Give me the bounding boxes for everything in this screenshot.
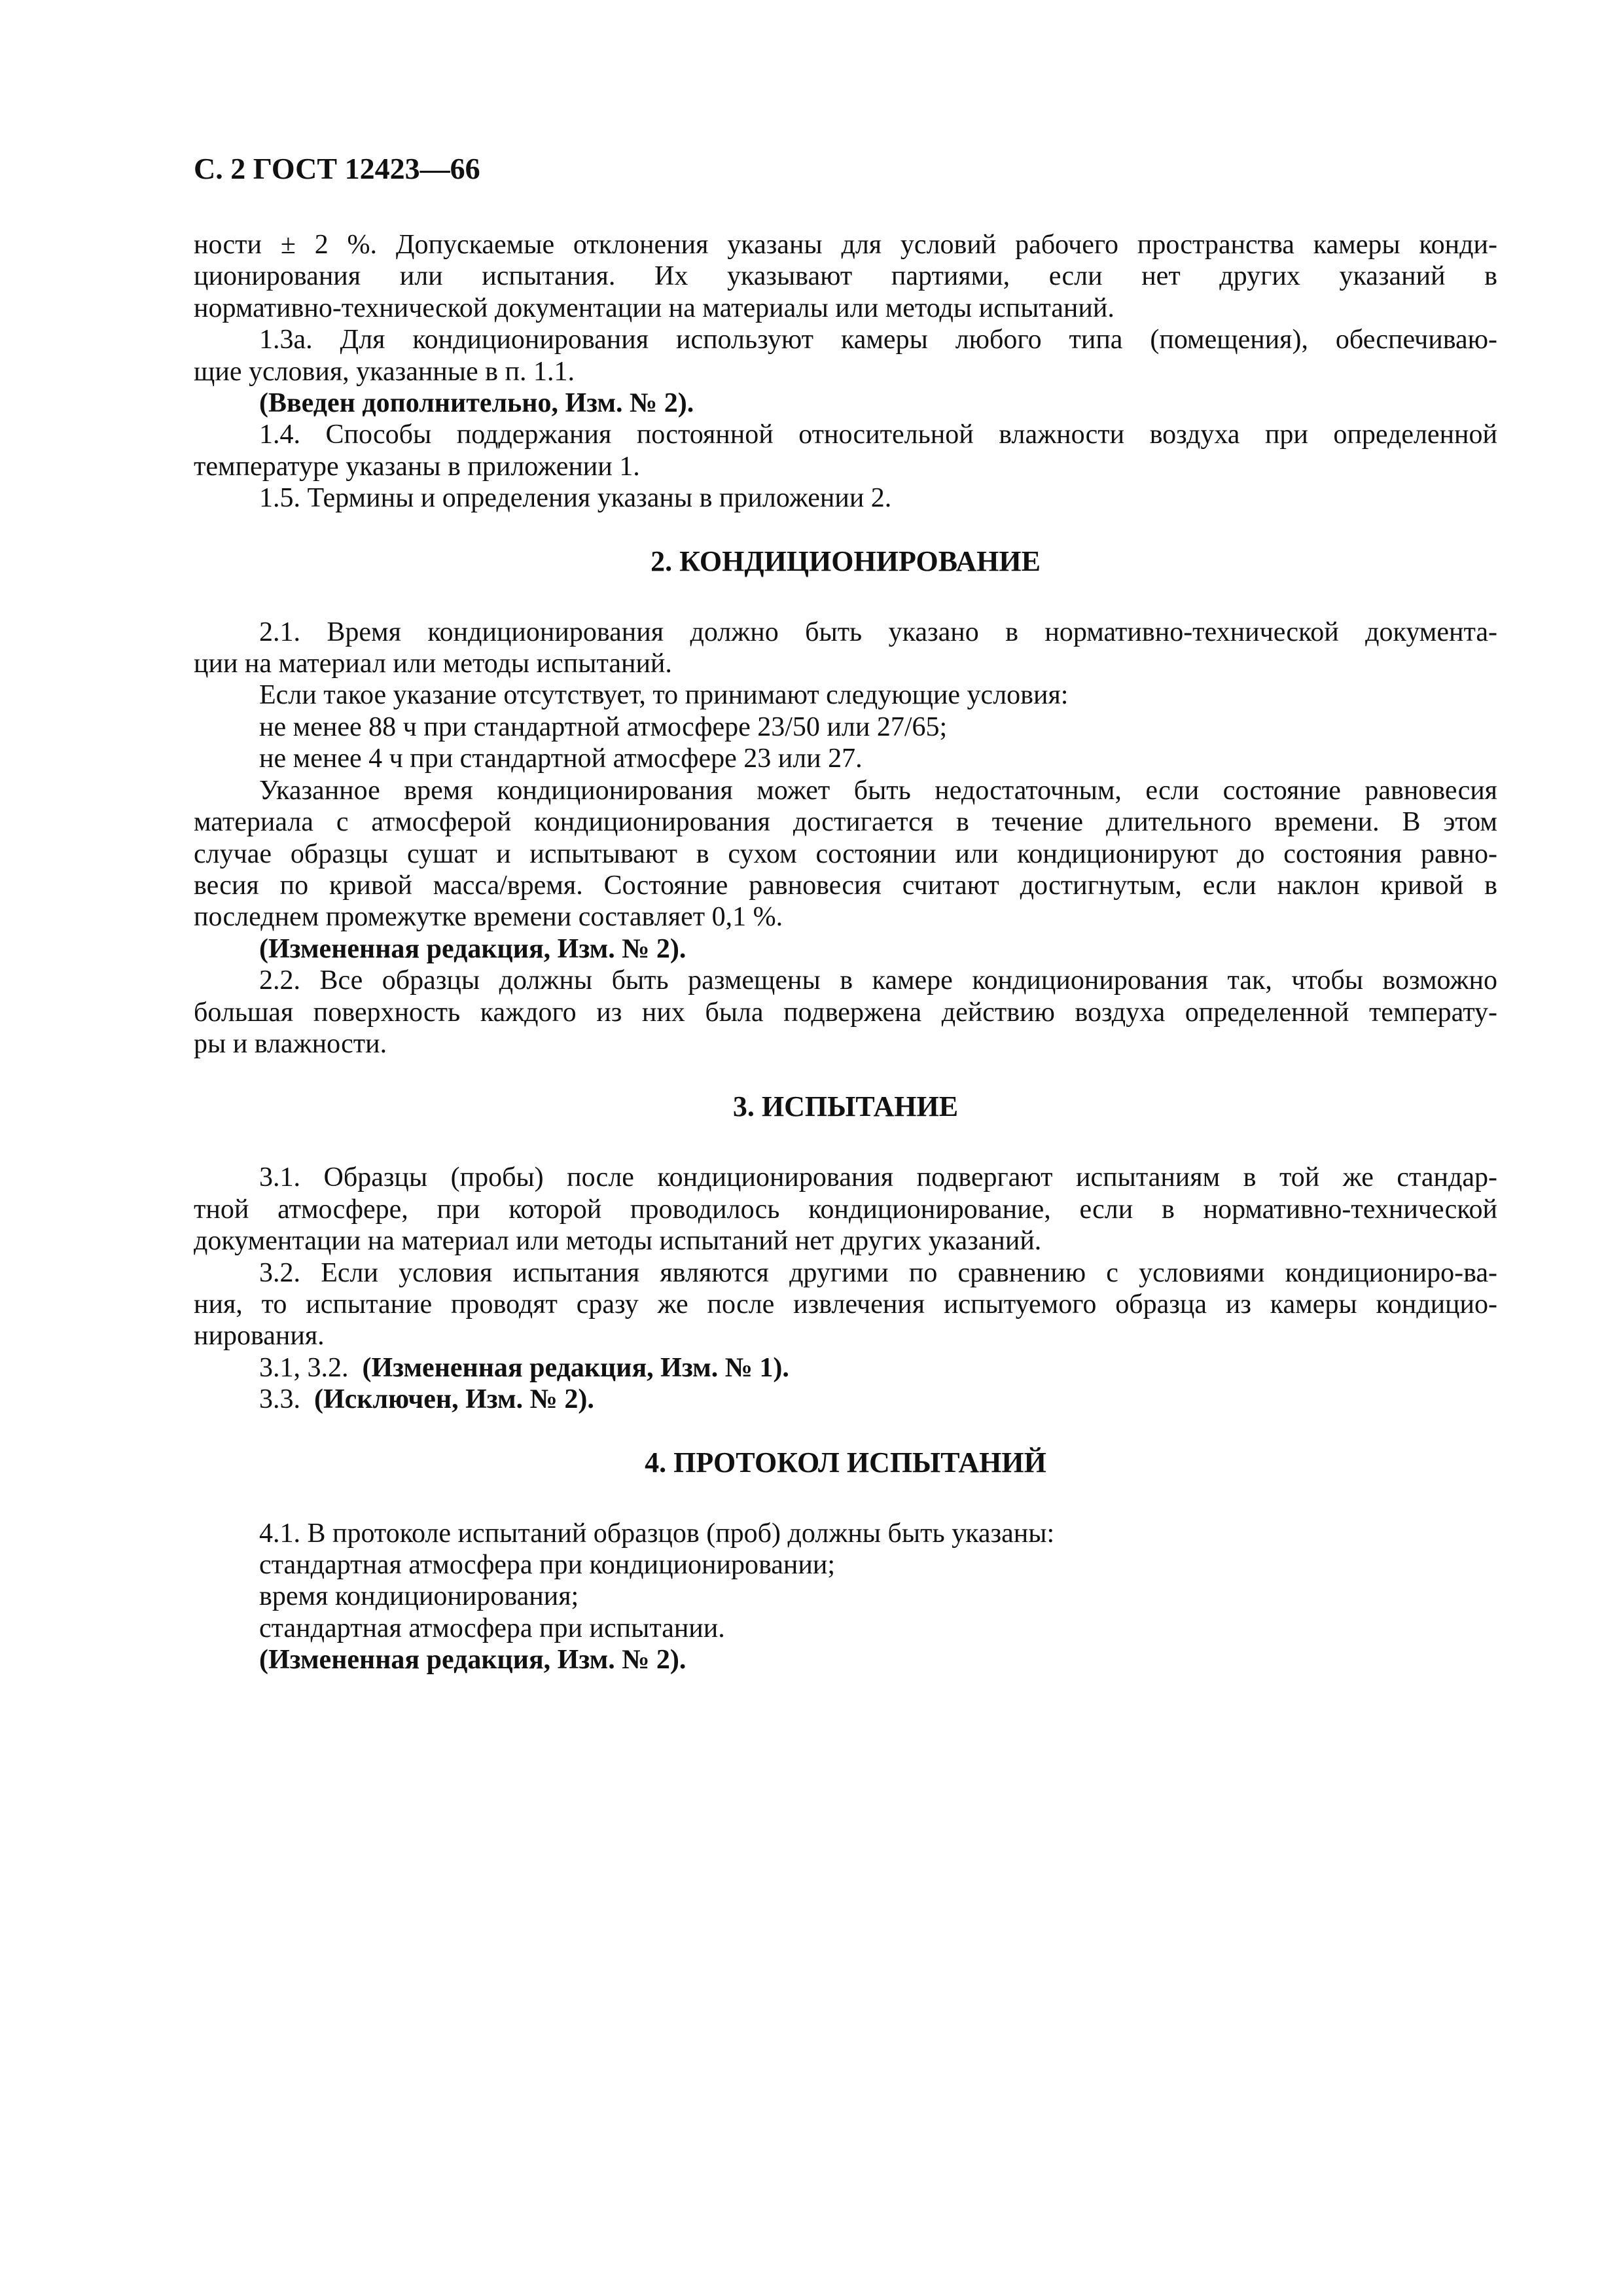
text-line: весия по кривой масса/время. Состояние равновесия считают достигнутым, если наклон кривой в bbox=[194, 870, 1497, 901]
amendment-3-1-3-2 bbox=[194, 1352, 1497, 1384]
running-head: С. 2 ГОСТ 12423—66 bbox=[194, 152, 480, 185]
text-line: 2.2. Все образцы должны быть размещены в камере кондиционирования так, чтобы возможно bbox=[259, 965, 1497, 996]
text-line: нирования. bbox=[194, 1321, 325, 1352]
text-line: тной атмосфере, при которой проводилось кондиционирование, если в нормативно-технической bbox=[194, 1194, 1497, 1225]
clause-4-1 bbox=[194, 1518, 1497, 1676]
spacer bbox=[194, 579, 1497, 617]
clause-3-3 bbox=[194, 1384, 1497, 1415]
spacer bbox=[194, 514, 1497, 545]
spacer bbox=[194, 1060, 1497, 1090]
text-line: щие условия, указанные в п. 1.1. bbox=[194, 356, 575, 387]
clause-ref: 3.1, 3.2. bbox=[259, 1352, 349, 1383]
text-line: документации на материал или методы испытаний нет других указаний. bbox=[194, 1226, 1042, 1257]
text-line: ции на материал или методы испытаний. bbox=[194, 649, 672, 679]
document-body bbox=[194, 229, 1497, 1676]
amendment-line bbox=[194, 1352, 1497, 1384]
condition-item: не менее 88 ч при стандартной атмосфере 23/50 или 27/65; bbox=[259, 711, 948, 742]
text-line: 4.1. В протоколе испытаний образцов (проб) должны быть указаны: bbox=[259, 1518, 1055, 1549]
text-line: температуре указаны в приложении 1. bbox=[194, 451, 640, 482]
text-line: 1.5. Термины и определения указаны в приложении 2. bbox=[259, 483, 892, 514]
text-line: 3.1. Образцы (пробы) после кондиционирования подвергают испытаниям в той же стандар- bbox=[259, 1162, 1497, 1193]
clause-1-3-continuation bbox=[194, 229, 1497, 324]
protocol-item: стандартная атмосфера при кондиционировании; bbox=[259, 1550, 836, 1580]
clause-2-2 bbox=[194, 965, 1497, 1060]
text-line: ности ± 2 %. Допускаемые отклонения указаны для условий рабочего пространства камеры конди- bbox=[194, 230, 1497, 260]
text-line: 3.2. Если условия испытания являются другими по сравнению с условиями кондициониро-ва- bbox=[259, 1257, 1497, 1288]
text-line: нормативно-технической документации на материалы или методы испытаний. bbox=[194, 293, 1115, 323]
amendment-note: (Измененная редакция, Изм. № 2). bbox=[259, 1645, 687, 1676]
amendment-line bbox=[194, 1384, 1497, 1415]
section-heading-4: 4. ПРОТОКОЛ ИСПЫТАНИЙ bbox=[645, 1446, 1046, 1479]
section-heading-2: 2. КОНДИЦИОНИРОВАНИЕ bbox=[651, 545, 1041, 577]
amendment-note: (Исключен, Изм. № 2). bbox=[314, 1384, 594, 1415]
text-line: материала с атмосферой кондиционирования достигается в течение длительного времени. В этом bbox=[194, 807, 1497, 838]
text-line: Если такое указание отсутствует, то принимают следующие условия: bbox=[259, 680, 1069, 711]
clause-1-4 bbox=[194, 419, 1497, 482]
text-line: случае образцы сушат и испытывают в сухом состоянии или кондиционируют до состояния равно- bbox=[194, 838, 1497, 869]
text-line: ры и влажности. bbox=[194, 1028, 387, 1059]
amendment-note: (Измененная редакция, Изм. № 1). bbox=[362, 1352, 789, 1383]
spacer bbox=[194, 1480, 1497, 1518]
text-line: последнем промежутке времени составляет 0,1 %. bbox=[194, 902, 783, 933]
section-heading-3: 3. ИСПЫТАНИЕ bbox=[732, 1090, 959, 1123]
text-line: 1.4. Способы поддержания постоянной относительной влажности воздуха при определенной bbox=[259, 420, 1497, 450]
text-line: ционирования или испытания. Их указывают партиями, если нет других указаний в bbox=[194, 261, 1497, 292]
text-line: 1.3а. Для кондиционирования используют камеры любого типа (помещения), обеспечиваю- bbox=[259, 325, 1497, 355]
clause-1-3a bbox=[194, 324, 1497, 419]
protocol-item: время кондиционирования; bbox=[259, 1581, 579, 1612]
text-line: большая поверхность каждого из них была подвержена действию воздуха определенной температу- bbox=[194, 997, 1497, 1028]
clause-ref: 3.3. bbox=[259, 1384, 300, 1415]
clause-3-1 bbox=[194, 1162, 1497, 1257]
amendment-note: (Измененная редакция, Изм. № 2). bbox=[259, 933, 687, 964]
protocol-item: стандартная атмосфера при испытании. bbox=[259, 1613, 725, 1643]
condition-item: не менее 4 ч при стандартной атмосфере 23 или 27. bbox=[259, 744, 863, 774]
clause-3-2 bbox=[194, 1257, 1497, 1352]
clause-1-5 bbox=[194, 482, 1497, 514]
text-line: Указанное время кондиционирования может быть недостаточным, если состояние равновесия bbox=[259, 775, 1497, 806]
spacer bbox=[194, 1416, 1497, 1446]
spacer bbox=[194, 1124, 1497, 1162]
clause-2-1 bbox=[194, 617, 1497, 965]
text-line: 2.1. Время кондиционирования должно быть указано в нормативно-технической документа- bbox=[259, 617, 1497, 647]
text-line: ния, то испытание проводят сразу же после извлечения испытуемого образца из камеры кондицио- bbox=[194, 1289, 1497, 1319]
amendment-note: (Введен дополнительно, Изм. № 2). bbox=[259, 388, 694, 419]
